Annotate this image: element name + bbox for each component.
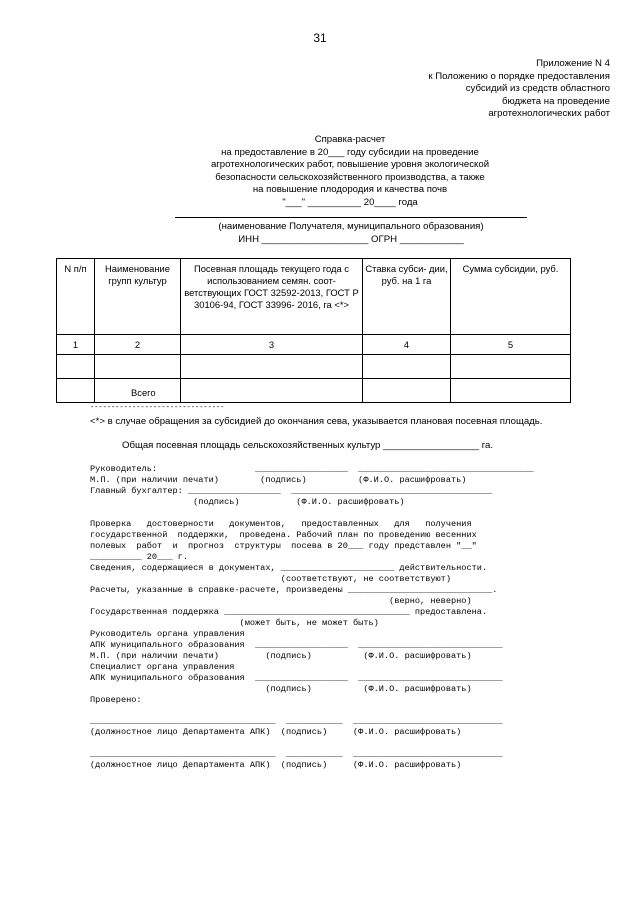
total-label: Всего	[95, 379, 181, 403]
appendix-line: агротехнологических работ	[488, 108, 610, 119]
form-line	[90, 508, 590, 519]
footnote: <*> в случае обращения за субсидией до окончания сева, указывается плановая посевная площадь.	[90, 416, 543, 427]
table-cell	[363, 355, 451, 379]
page-number: 31	[313, 31, 327, 45]
table-cell	[181, 379, 363, 403]
table-cell	[95, 355, 181, 379]
form-line: (может быть, не может быть)	[90, 618, 379, 628]
form-line: Проверено:	[90, 695, 142, 705]
appendix-line: Приложение N 4	[536, 58, 610, 69]
recipient-name-line	[175, 217, 527, 218]
form-line: (подпись) (Ф.И.О. расшифровать)	[90, 684, 472, 694]
inn-ogrn-line: ИНН ____________________ ОГРН ____________	[238, 234, 464, 245]
title-line: на повышение плодородия и качества почв	[252, 184, 448, 195]
recipient-caption: (наименование Получателя, муниципального образования)	[218, 221, 484, 232]
form-line: (должностное лицо Департамента АПК) (подпись) (Ф.И.О. расшифровать)	[90, 760, 462, 770]
table-header-row	[57, 259, 571, 335]
number-cell: 4	[363, 335, 451, 355]
header-cell: N п/п	[57, 259, 95, 335]
header-cell: Посевная площадь текущего года с использованием семян. соот- ветствующих ГОСТ 32592-2013, ГОСТ Р 30106-94, ГОСТ 33996- 2016, га <*>	[181, 259, 363, 335]
form-line: (верно, неверно)	[90, 596, 472, 606]
subsidy-table	[56, 258, 571, 403]
table-cell	[181, 355, 363, 379]
appendix-block	[330, 58, 610, 121]
form-line: государственной поддержки, проведена. Рабочий план по проведению весенних	[90, 530, 477, 540]
form-line: М.П. (при наличии печати) (подпись) (Ф.И.О. расшифровать)	[90, 475, 467, 485]
table-total-row	[57, 379, 571, 403]
form-line: (подпись) (Ф.И.О. расшифровать)	[90, 497, 405, 507]
number-cell: 5	[451, 335, 571, 355]
form-line: __________ 20___ г.	[90, 552, 188, 562]
table-cell	[57, 355, 95, 379]
number-cell: 1	[57, 335, 95, 355]
title-date-line: "___" __________ 20____ года	[282, 196, 418, 208]
form-line: Проверка достоверности документов, предоставленных для получения	[90, 519, 472, 529]
table-cell	[57, 379, 95, 403]
table-cell	[451, 379, 571, 403]
appendix-line: бюджета на проведение	[501, 95, 610, 107]
title-line: Справка-расчет	[314, 134, 386, 145]
appendix-line: субсидий из средств областного	[465, 83, 610, 94]
form-line: (соответствуют, не соответствуют)	[90, 574, 451, 584]
form-line: ____________________________________ ___________ _____________________________	[90, 716, 503, 726]
table-cell	[451, 355, 571, 379]
table-row	[57, 355, 571, 379]
form-line: М.П. (при наличии печати) (подпись) (Ф.И.О. расшифровать)	[90, 651, 472, 661]
total-area-line: Общая посевная площадь сельскохозяйственных культур __________________ га.	[122, 440, 494, 451]
document-title	[180, 134, 520, 209]
table-number-row	[57, 335, 571, 355]
form-line: полевых работ и прогноз структуры посева в 20___ году представлен "__"	[90, 541, 477, 551]
appendix-line: к Положению о порядке предоставления	[428, 70, 610, 82]
signature-form	[90, 464, 590, 771]
form-line: Государственная поддержка ____________________________________ предоставлена.	[90, 607, 488, 617]
number-cell: 3	[181, 335, 363, 355]
form-line: Главный бухгалтер: __________________ _______________________________________	[90, 486, 493, 496]
title-line: на предоставление в 20___ году субсидии на проведение	[221, 146, 479, 158]
number-cell: 2	[95, 335, 181, 355]
form-line: ____________________________________ ___________ _____________________________	[90, 749, 503, 759]
table-cell	[363, 379, 451, 403]
header-cell: Ставка субси- дии, руб. на 1 га	[363, 259, 451, 335]
form-line: Сведения, содержащиеся в документах, ______________________ действительности.	[90, 563, 488, 573]
form-line: Руководитель органа управления	[90, 629, 245, 639]
title-line: агротехнологических работ, повышение уровня экологической	[210, 159, 490, 170]
footnote-rule: --------------------------------	[90, 404, 225, 412]
form-line	[90, 738, 590, 749]
form-line: (должностное лицо Департамента АПК) (подпись) (Ф.И.О. расшифровать)	[90, 727, 462, 737]
header-cell: Сумма субсидии, руб.	[451, 259, 571, 335]
form-line: Руководитель: __________________ __________________________________	[90, 464, 534, 474]
form-line: Расчеты, указанные в справке-расчете, произведены ____________________________.	[90, 585, 498, 595]
title-line: безопасности сельскохозяйственного производства, а также	[215, 171, 485, 183]
header-cell: Наименование групп культур	[95, 259, 181, 335]
form-line: Специалист органа управления	[90, 662, 235, 672]
form-line: АПК муниципального образования __________________ ____________________________	[90, 640, 503, 650]
form-line: АПК муниципального образования __________________ ____________________________	[90, 673, 503, 683]
